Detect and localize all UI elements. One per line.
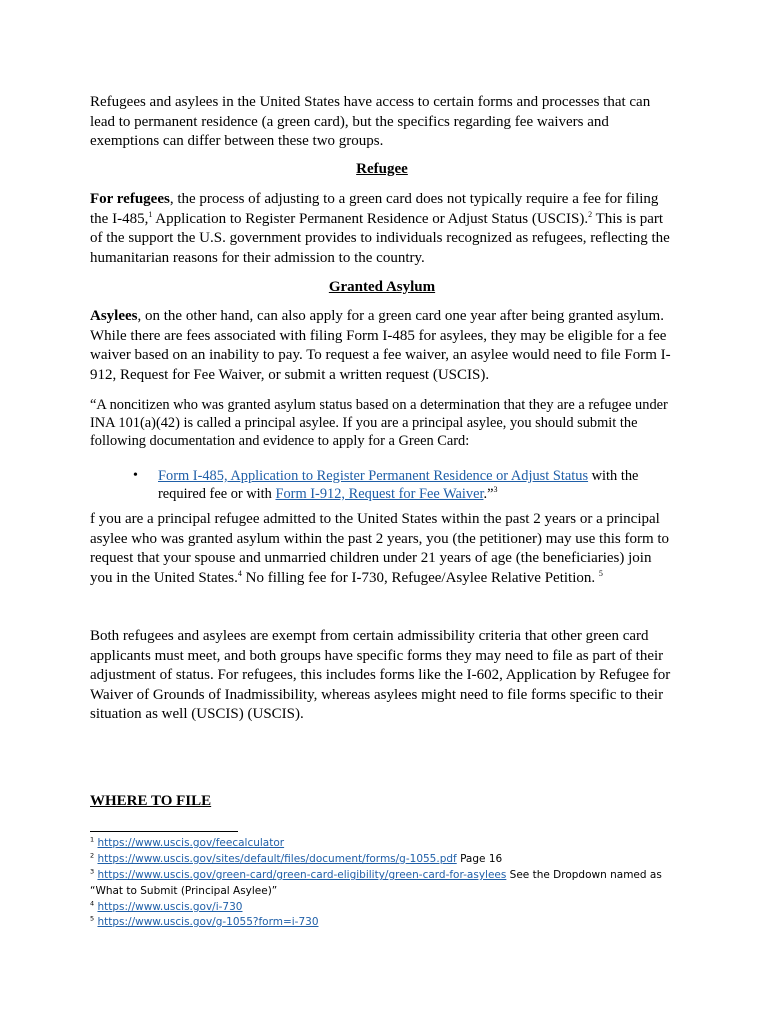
footnote-5-link[interactable]: https://www.uscis.gov/g-1055?form=i-730 (97, 916, 319, 928)
asylum-heading: Granted Asylum (328, 279, 436, 295)
quote-paragraph: “A noncitizen who was granted asylum status based on a determination that they are a refugee under INA 101(a)(42) is called a principal asylee. If you are a principal asylee, you should submit the following documentation and evidence to apply for a Green Card: (90, 397, 668, 449)
footnote-ref-3[interactable]: 3 (493, 485, 498, 495)
footnote-2: $^2$ https://www.uscis.gov/sites/default/files/document/forms/g-1055.pdf Page 16 (90, 851, 503, 865)
footnote-ref-1[interactable]: 1 (148, 209, 153, 219)
intro-paragraph: Refugees and asylees in the United States have access to certain forms and processes that can lead to permanent residence (a green card), but the specifics regarding fee waivers and exemptions can differ between these two groups. (90, 94, 651, 149)
footnote-2-link[interactable]: https://www.uscis.gov/sites/default/files/document/forms/g-1055.pdf (97, 853, 457, 865)
asylum-lead: Asylees (90, 308, 138, 324)
footnote-1-link[interactable]: https://www.uscis.gov/feecalculator (97, 837, 285, 849)
footnote-4-link[interactable]: https://www.uscis.gov/i-730 (97, 901, 243, 913)
footnote-5: $^5$ https://www.uscis.gov/g-1055?form=i-730 (90, 914, 319, 928)
refugee-heading: Refugee (356, 161, 408, 177)
footnote-3-link[interactable]: https://www.uscis.gov/green-card/green-card-eligibility/green-card-for-asylees (97, 869, 507, 881)
form-i912-link[interactable]: Form I-912, Request for Fee Waiver (275, 486, 484, 502)
footnote-3-continuation: “What to Submit (Principal Asylee)” (90, 885, 278, 897)
asylum-heading-block (90, 278, 674, 298)
bullet-item: Form I-485, Application to Register Permanent Residence or Adjust Status with the required fee or with Form I-912, Request for Fee Waiver.”$^3$ (158, 468, 639, 502)
both-paragraph: Both refugees and asylees are exempt from certain admissibility criteria that other green card applicants must meet, and both groups have specific forms they may need to file as part of their adjustment of status. For refugees, this includes forms like the I-602, Application by Refugee for Waiver of Grounds of Inadmissibility, whereas asylees might need to file forms specific to their situation as well (USCIS) (USCIS). (90, 628, 671, 722)
footnote-ref-5[interactable]: 5 (598, 568, 603, 578)
footnote-ref-2[interactable]: 2 (588, 209, 593, 219)
footnote-separator (90, 831, 238, 832)
form-i485-link[interactable]: Form I-485, Application to Register Permanent Residence or Adjust Status (158, 468, 589, 484)
refugee-paragraph: For refugees, the process of adjusting to a green card does not typically require a fee for filing the I-485,$^1$ Application to Register Permanent Residence or Adjust Status (USCIS).$^2$ This is part of the support the U.S. government provides to individuals recognized as refugees, reflecting the humanitarian reasons for their admission to the country. (90, 191, 670, 266)
footnote-4: $^4$ https://www.uscis.gov/i-730 (90, 899, 243, 913)
refugee-lead: For refugees (90, 191, 170, 207)
asylum-paragraph: Asylees, on the other hand, can also apply for a green card one year after being granted asylum. While there are fees associated with filing Form I-485 for asylees, they may be eligible for a fee waiver based on an inability to pay. To request a fee waiver, an asylee would need to file Form I-912, Request for Fee Waiver, or submit a written request (USCIS). (90, 308, 671, 383)
footnote-1: $^1$ https://www.uscis.gov/feecalculator (90, 835, 285, 849)
footnote-ref-4[interactable]: 4 (237, 568, 242, 578)
where-to-file-block (90, 792, 674, 812)
refugee-heading-block (90, 160, 674, 180)
footnote-3: $^3$ https://www.uscis.gov/green-card/green-card-eligibility/green-card-for-asylees See the Dropdown named as (90, 867, 662, 881)
bullet-dot: • (133, 468, 138, 483)
petition-paragraph: f you are a principal refugee admitted to the United States within the past 2 years or a principal asylee who was granted asylum within the past 2 years, you (the petitioner) may use this form to request that your spouse and unmarried children under 21 years of age (the beneficiaries) join you in the United States.$^4$ No filling fee for I-730, Refugee/Asylee Relative Petition. $^5$ (90, 511, 670, 586)
where-to-file-heading: WHERE TO FILE (90, 793, 212, 809)
